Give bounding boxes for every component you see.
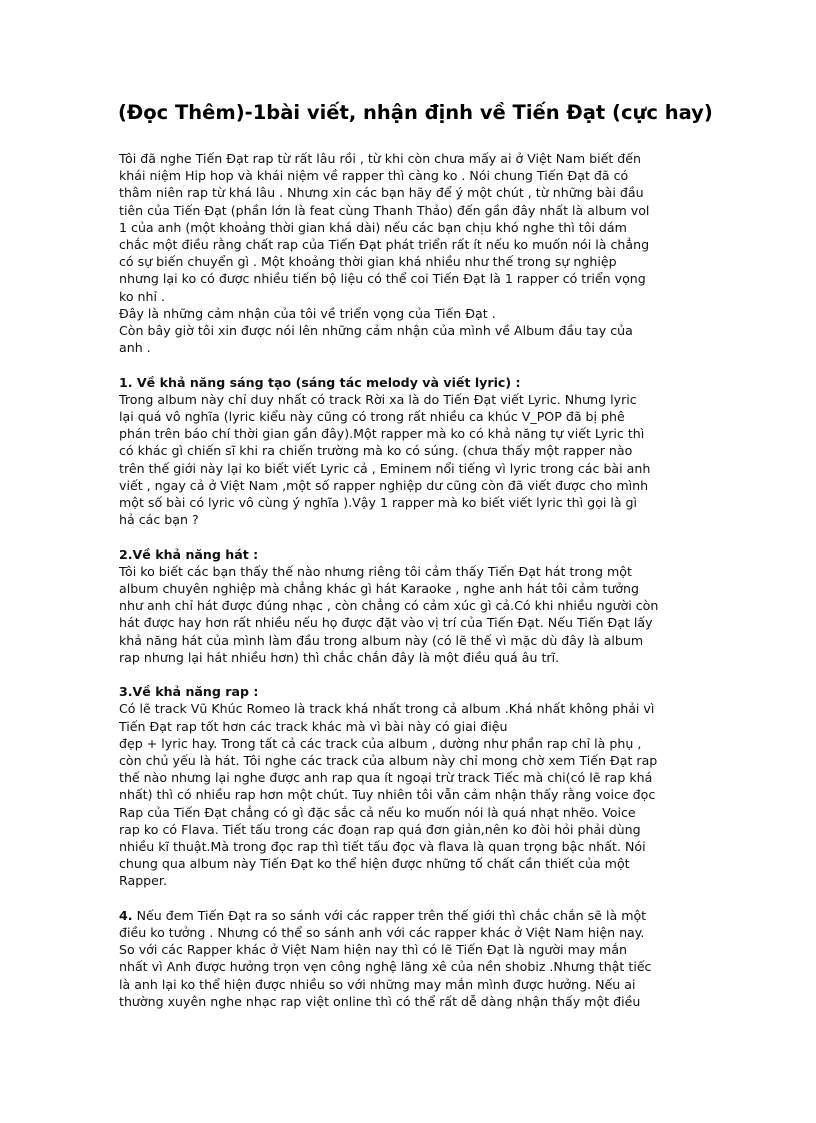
text-line: điều ko tưởng . Nhưng có thể so sánh anh với các rapper khác ở Việt Nam hiện nay. <box>119 925 645 941</box>
text-line: nhưng lại ko có được nhiều tiến bộ liệu có thể coi Tiến Đạt là 1 rapper có triển vọng <box>119 271 646 287</box>
text-line: album chuyên nghiệp mà chẳng khác gì hát Karaoke , nghe anh hát tôi cảm tưởng <box>119 581 640 597</box>
text-line: nhiều kĩ thuật.Mà trong đọc rap thì tiết tấu đọc và flava là quan trọng bậc nhất. Nói <box>119 839 646 855</box>
section-comparison <box>119 907 719 1010</box>
text-line: là anh lại ko thể hiện được nhiều so với những may mắn mình được hưởng. Nếu ai <box>119 976 636 992</box>
section-heading: 3.Về khả năng rap : <box>119 684 259 700</box>
text-line: Tôi ko biết các bạn thấy thế nào nhưng riêng tôi cảm thấy Tiến Đạt hát trong một <box>119 563 632 579</box>
text-line: thường xuyên nghe nhạc rap việt online thì có thể rất dễ dàng nhận thấy một điều <box>119 993 641 1009</box>
text-line: khả năng hát của mình làm đầu trong album này (có lẽ thế vì mặc dù đây là album <box>119 632 644 648</box>
section-heading: 1. Về khả năng sáng tạo (sáng tác melody và viết lyric) : <box>119 374 521 390</box>
text-line-content: Nếu đem Tiến Đạt ra so sánh với các rapper trên thế giới thì chắc chắn sẽ là một <box>132 907 647 923</box>
text-line: còn chủ yếu là hát. Tôi nghe các track của album này chỉ mong chờ xem Tiến Đạt rap <box>119 753 658 769</box>
text-line <box>119 907 719 924</box>
paragraph-gap <box>119 890 719 907</box>
text-line: Trong album này chỉ duy nhất có track Rời xa là do Tiến Đạt viết Lyric. Nhưng lyric <box>119 391 637 407</box>
section-creativity <box>119 374 719 529</box>
section-singing <box>119 546 719 666</box>
text-line: Tiến Đạt rap tốt hơn các track khác mà vì bài này có giai điệu <box>119 718 508 734</box>
text-line: anh . <box>119 340 151 356</box>
text-line: So với các Rapper khác ở Việt Nam hiện nay thì có lẽ Tiến Đạt là người may mắn <box>119 942 628 958</box>
paragraph-gap <box>119 528 719 545</box>
text-line: hát được hay hơn rất nhiều nếu họ được đặt vào vị trí của Tiến Đạt. Nếu Tiến Đạt lấy <box>119 615 653 631</box>
intro-paragraph <box>119 150 719 356</box>
text-line: phán trên báo chí thời gian gần đây).Một rapper mà ko có khả năng tự viết Lyric thì <box>119 426 645 442</box>
section-heading: 2.Về khả năng hát : <box>119 546 259 562</box>
paragraph-gap <box>119 666 719 683</box>
section-number: 4. <box>119 907 133 923</box>
text-line: Tôi đã nghe Tiến Đạt rap từ rất lâu rồi , từ khi còn chưa mấy ai ở Việt Nam biết đến <box>119 151 642 166</box>
text-line: hả các bạn ? <box>119 512 199 528</box>
text-line: chung qua album này Tiến Đạt ko thể hiện được những tố chất cần thiết của một <box>119 856 630 872</box>
text-line: có khác gì chiến sĩ khi ra chiến trường mà ko có súng. (chưa thấy một rapper nào <box>119 443 633 459</box>
section-rapping <box>119 683 719 889</box>
text-line: khái niệm Hip hop và khái niệm về rapper thì càng ko . Nói chung Tiến Đạt đã có <box>119 168 629 184</box>
text-line: nhất) thì có nhiều rap hơn một chút. Tuy nhiên tôi vẫn cảm nhận thấy rằng voice đọc <box>119 787 656 803</box>
paragraph-gap <box>119 356 719 373</box>
page-title: (Đọc Thêm)-1bài viết, nhận định về Tiến Đạt (cực hay) <box>118 101 713 124</box>
text-line: như anh chỉ hát được đúng nhạc , còn chẳng có cảm xúc gì cả.Có khi nhiều người còn <box>119 598 659 614</box>
text-line: rap ko có Flava. Tiết tấu trong các đoạn rap quá đơn giản,nên ko đòi hỏi phải dùng <box>119 821 641 837</box>
text-line: tiên của Tiến Đạt (phần lớn là feat cùng Thanh Thảo) đến gần đây nhất là album vol <box>119 202 650 218</box>
text-line: nhất vì Anh được hưởng trọn vẹn công nghệ lăng xê của nền shobiz .Nhưng thật tiếc <box>119 959 652 975</box>
text-line: rap nhưng lại hát nhiều hơn) thì chắc chắn đây là một điều quá âu trĩ. <box>119 649 560 665</box>
text-line: Rap của Tiến Đạt chẳng có gì đặc sắc cả nếu ko muốn nói là quá nhạt nhẽo. Voice <box>119 804 636 820</box>
text-line: thâm niên rap từ khá lâu . Nhưng xin các bạn hãy để ý một chút , từ những bài đầu <box>119 185 644 201</box>
text-line: ko nhỉ . <box>119 288 166 304</box>
text-line: Rapper. <box>119 873 167 889</box>
text-line: Đây là những cảm nhận của tôi về triển vọng của Tiến Đạt . <box>119 305 496 321</box>
text-line: có sự biến chuyển gì . Một khoảng thời gian khá nhiều như thế trong sự nghiệp <box>119 254 617 270</box>
text-line: Có lẽ track Vũ Khúc Romeo là track khá nhất trong cả album .Khá nhất không phải vì <box>119 701 655 717</box>
text-line: đẹp + lyric hay. Trong tất cả các track của album , dường như phần rap chỉ là phụ , <box>119 735 642 751</box>
text-line: một số bài có lyric vô cùng ý nghĩa ).Vậy 1 rapper mà ko biết viết lyric thì gọi là gì <box>119 495 638 511</box>
article-body <box>119 150 719 1010</box>
text-line: viết , ngay cả ở Việt Nam ,một số rapper nghiệp dư cũng còn đã viết được cho mình <box>119 477 649 493</box>
text-line: lại quá vô nghĩa (lyric kiểu này cũng có trong rất nhiều ca khúc V_POP đã bị phê <box>119 409 625 425</box>
text-line: 1 của anh (một khoảng thời gian khá dài) nếu các bạn chịu khó nghe thì tôi dám <box>119 219 627 235</box>
text-line: trên thế giới này lại ko biết viết Lyric cả , Eminem nổi tiếng vì lyric trong các bài anh <box>119 460 651 476</box>
text-line: Còn bây giờ tôi xin được nói lên những cảm nhận của mình về Album đầu tay của <box>119 323 633 339</box>
text-line: chắc một điều rằng chất rap của Tiến Đạt phát triển rất ít nếu ko muốn nói là chẳng <box>119 237 650 253</box>
text-line: thế nào nhưng lại nghe được anh rap qua ít ngoại trừ track Tiếc mà chi(có lẽ rap khá <box>119 770 653 786</box>
